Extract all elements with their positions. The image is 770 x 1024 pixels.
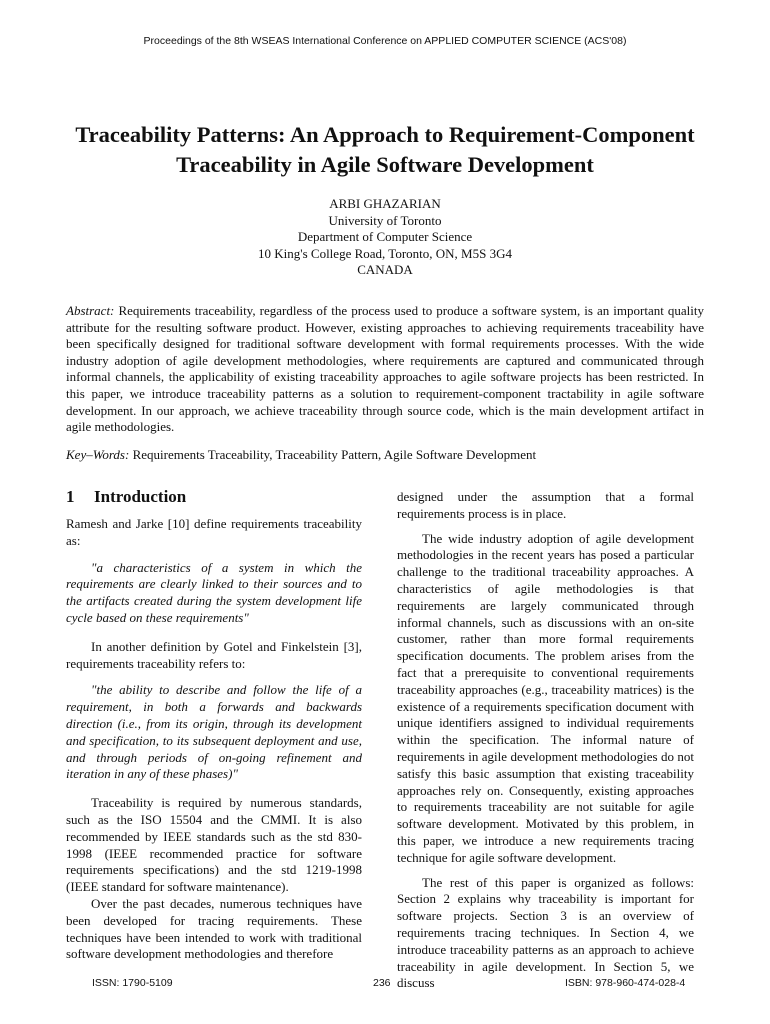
footer-issn: ISSN: 1790-5109 bbox=[92, 977, 173, 989]
author-address: 10 King's College Road, Toronto, ON, M5S 3G4 bbox=[258, 245, 512, 261]
abstract-text: Requirements traceability, regardless of the process used to produce a software system, is an important quality attribute for the resulting software product. However, existing approaches to achieving requirements traceability have been specifically designed for traditional software development with formal requirements processes. With the wide industry adoption of agile development methodologies, where requirements are captured and communicated through informal channels, the applicability of existing traceability approaches to agile software projects has been restricted. In this paper, we introduce traceability patterns as a solution to requirement-component tractability in agile software development. In our approach, we achieve traceability through source code, which is the main development artifact in agile methodologies. bbox=[66, 303, 704, 435]
left-column bbox=[66, 486, 362, 976]
author-block bbox=[0, 196, 770, 279]
paragraph: In another definition by Gotel and Finkelstein [3], requirements traceability refers to: bbox=[66, 638, 362, 671]
footer-isbn: ISBN: 978-960-474-028-4 bbox=[565, 977, 686, 989]
keywords bbox=[66, 447, 704, 464]
paper-title bbox=[40, 120, 730, 180]
quote-ramesh-jarke: "a characteristics of a system in which the requirements are clearly linked to their sources and to the artifacts created during the system development life cycle based on these requirements" bbox=[66, 559, 362, 625]
section-number: 1 bbox=[66, 487, 75, 506]
paragraph: designed under the assumption that a formal requirements process is in place. bbox=[397, 489, 694, 521]
paragraph: Traceability is required by numerous standards, such as the ISO 15504 and the CMMI. It is also recommended by IEEE standards such as the std 830-1998 (IEEE recommended practice for software requirements specifications) and the std 1219-1998 (IEEE standard for software maintenance). bbox=[66, 795, 362, 895]
section-heading bbox=[66, 486, 362, 508]
keywords-label: Key–Words: bbox=[66, 447, 130, 462]
title-line-2: Traceability in Agile Software Development bbox=[176, 152, 594, 177]
paragraph: Ramesh and Jarke [10] define requirements traceability as: bbox=[66, 516, 362, 548]
quote-gotel-finkelstein: "the ability to describe and follow the life of a requirement, in both a forwards and backwards direction (i.e., from its origin, through its development and specification, to its subsequent deployment and use, and through periods of on-going refinement and iteration in any of these phases)" bbox=[66, 682, 362, 782]
section-title: Introduction bbox=[94, 487, 187, 506]
running-head: Proceedings of the 8th WSEAS International Conference on APPLIED COMPUTER SCIENCE (ACS'08) bbox=[143, 35, 627, 47]
keywords-text: Requirements Traceability, Traceability Pattern, Agile Software Development bbox=[132, 447, 537, 462]
abstract bbox=[66, 303, 704, 436]
abstract-label: Abstract: bbox=[66, 303, 115, 318]
footer-page-number: 236 bbox=[373, 977, 391, 989]
paragraph: The rest of this paper is organized as follows: Section 2 explains why traceability is important for software projects. Section 3 is an overview of requirements tracing techniques. In Section 4, we introduce traceability patterns as an approach to achieve traceability in agile development. In Section 5, we discuss bbox=[397, 874, 694, 991]
author-affiliation: University of Toronto bbox=[328, 212, 442, 228]
paragraph: The wide industry adoption of agile development methodologies in the recent years has posed a particular challenge to the traditional traceability approaches. A characteristics of agile methodologies is that requirements are largely communicated through informal channels, such as discussions with an on-site customer, rather than more formal requirements specification documents. The problem arises from the fact that a prerequisite to conventional requirements traceability approaches (e.g., traceability matrices) is the existence of a requirements specification document with unique identifiers assigned to individual requirements within the specification. The informal nature of requirements in agile development methodologies do not satisfy this basic assumption that existing traceability approaches rely on. Consequently, existing approaches to requirements traceability are not suitable for agile software development. Motivated by this problem, in this paper, we introduce a new requirements tracing technique for agile software development. bbox=[397, 530, 694, 865]
author-country: CANADA bbox=[357, 262, 413, 277]
paragraph: Over the past decades, numerous techniques have been developed for tracing requirements. These techniques have been intended to work with traditional software development methodologies and therefore bbox=[66, 895, 362, 962]
author-name: ARBI GHAZARIAN bbox=[329, 196, 441, 211]
title-line-1: Traceability Patterns: An Approach to Requirement-Component bbox=[75, 122, 695, 147]
author-department: Department of Computer Science bbox=[297, 229, 473, 244]
